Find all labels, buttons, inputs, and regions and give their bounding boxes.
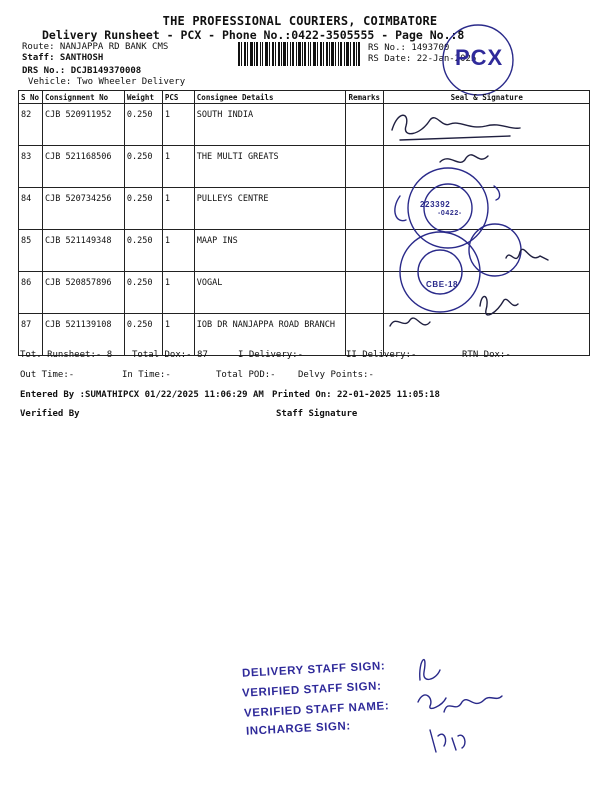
vogal-code: CBE-18 <box>426 280 459 289</box>
cell-sno: 84 <box>19 188 43 230</box>
cell-consignment: CJB 520857896 <box>42 272 124 314</box>
cell-consignment: CJB 521139108 <box>42 314 124 356</box>
cell-pcs: 1 <box>162 104 194 146</box>
cell-consignee: MAAP INS <box>194 230 346 272</box>
cell-consignment: CJB 521149348 <box>42 230 124 272</box>
col-remarks: Remarks <box>346 91 384 104</box>
i-delivery: I Delivery:- <box>238 350 304 360</box>
drs-number: DRS No.: DCJB149370008 <box>22 66 142 76</box>
tot-runsheet: Tot. Runsheet:- 8 <box>20 350 113 360</box>
entered-by: Entered By :SUMATHIPCX 01/22/2025 11:06:29 AM <box>20 390 264 400</box>
cell-sno: 87 <box>19 314 43 356</box>
ii-delivery: II Delivery:- <box>346 350 417 360</box>
verified-staff-sign-stamp: VERIFIED STAFF SIGN: <box>241 680 382 700</box>
cell-pcs: 1 <box>162 146 194 188</box>
cell-sno: 83 <box>19 146 43 188</box>
staff-label: Staff: SANTHOSH <box>22 53 104 63</box>
cell-sno: 82 <box>19 104 43 146</box>
cell-weight: 0.250 <box>124 272 162 314</box>
in-time: In Time:- <box>122 370 171 380</box>
col-consignee: Consignee Details <box>194 91 346 104</box>
total-pod: Total POD:- <box>216 370 276 380</box>
seal-number: 223392 <box>420 200 451 209</box>
col-sno: S No <box>19 91 43 104</box>
incharge-sign-stamp: INCHARGE SIGN: <box>245 720 352 738</box>
company-title: THE PROFESSIONAL COURIERS, COIMBATORE <box>162 14 438 28</box>
seal-code: -0422- <box>438 210 462 217</box>
verified-by: Verified By <box>20 409 80 419</box>
cell-consignment: CJB 520911952 <box>42 104 124 146</box>
stamp-handwritten-signatures <box>400 640 530 760</box>
cell-consignee: VOGAL <box>194 272 346 314</box>
cell-weight: 0.250 <box>124 146 162 188</box>
cell-sno: 86 <box>19 272 43 314</box>
cell-consignee: PULLEYS CENTRE <box>194 188 346 230</box>
col-consignment: Consignment No <box>42 91 124 104</box>
seals-signatures-overlay <box>370 100 570 350</box>
rs-number: RS No.: 1493700 <box>368 43 450 53</box>
cell-weight: 0.250 <box>124 104 162 146</box>
vehicle-label: Vehicle: Two Wheeler Delivery <box>28 77 186 87</box>
total-dox: Total Dox:- 87 <box>132 350 208 360</box>
cell-consignee: IOB DR NANJAPPA ROAD BRANCH <box>194 314 346 356</box>
route-label: Route: NANJAPPA RD BANK CMS <box>22 42 169 52</box>
cell-consignment: CJB 520734256 <box>42 188 124 230</box>
delivery-staff-sign-stamp: DELIVERY STAFF SIGN: <box>241 660 386 680</box>
cell-sno: 85 <box>19 230 43 272</box>
cell-consignee: SOUTH INDIA <box>194 104 346 146</box>
runsheet-subtitle: Delivery Runsheet - PCX - Phone No.:0422-3505555 - Page No.:8 <box>42 28 465 42</box>
col-seal-signature: Seal & Signature <box>384 91 590 104</box>
cell-consignment: CJB 521168506 <box>42 146 124 188</box>
verified-staff-name-stamp: VERIFIED STAFF NAME: <box>243 700 390 720</box>
cell-weight: 0.250 <box>124 314 162 356</box>
cell-consignee: THE MULTI GREATS <box>194 146 346 188</box>
cell-pcs: 1 <box>162 188 194 230</box>
col-pcs: PCS <box>162 91 194 104</box>
cell-pcs: 1 <box>162 272 194 314</box>
rs-date: RS Date: 22-Jan-2025 <box>368 54 477 64</box>
staff-signature-label: Staff Signature <box>276 409 358 419</box>
rtn-dox: RTN Dox:- <box>462 350 511 360</box>
cell-pcs: 1 <box>162 314 194 356</box>
pcx-stamp-text: PCX <box>455 45 504 70</box>
col-weight: Weight <box>124 91 162 104</box>
cell-weight: 0.250 <box>124 188 162 230</box>
barcode-image <box>238 42 360 66</box>
cell-pcs: 1 <box>162 230 194 272</box>
out-time: Out Time:- <box>20 370 75 380</box>
printed-on: Printed On: 22-01-2025 11:05:18 <box>272 390 440 400</box>
cell-weight: 0.250 <box>124 230 162 272</box>
delvy-points: Delvy Points:- <box>298 370 374 380</box>
